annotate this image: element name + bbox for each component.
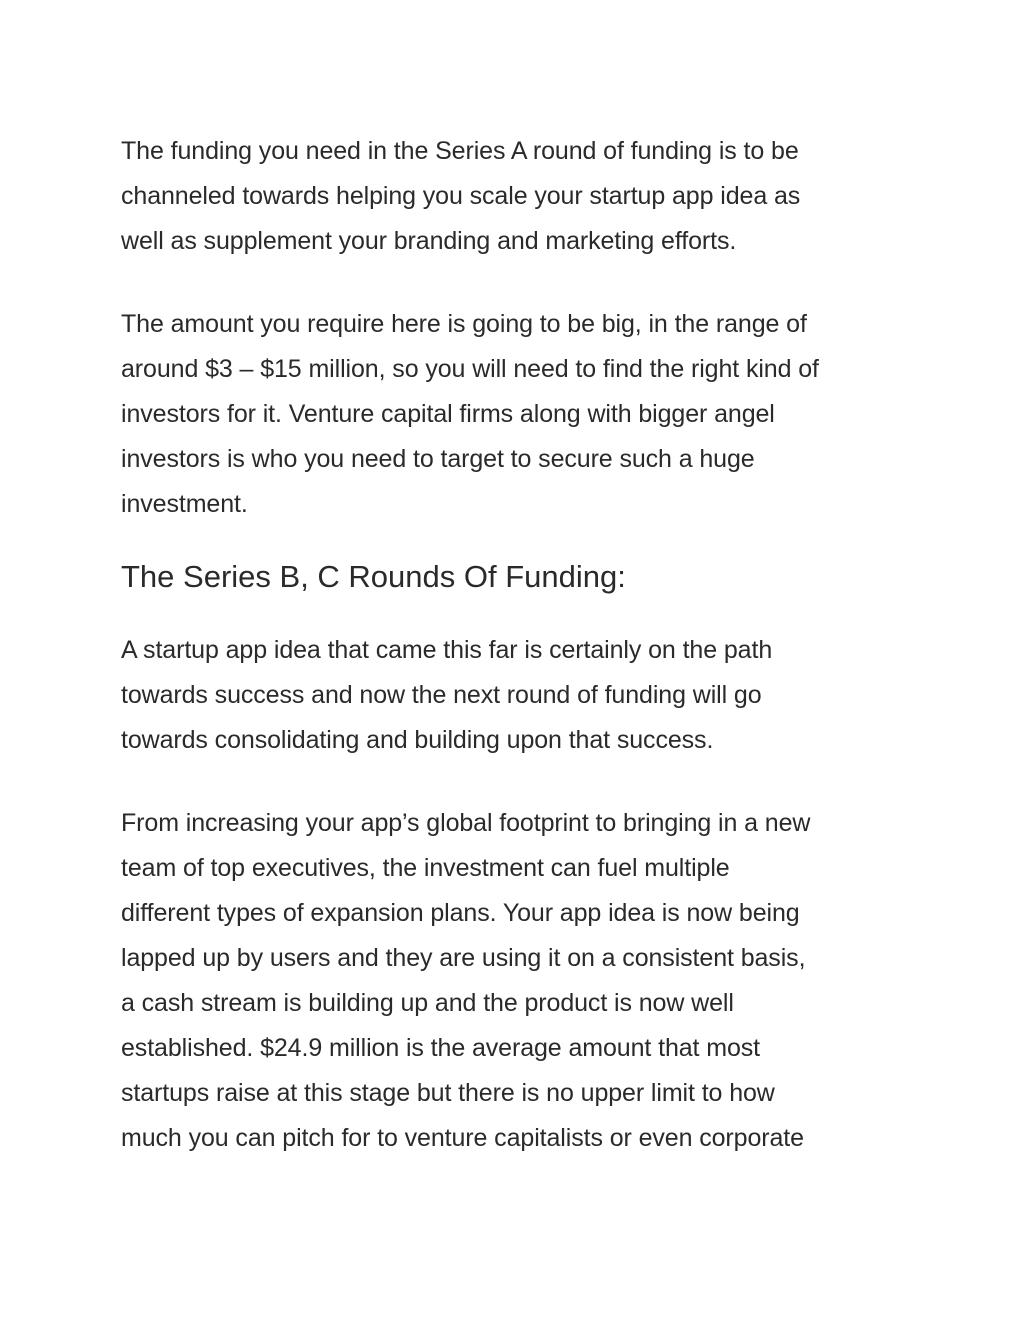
- text-line: team of top executives, the investment can fuel multiple: [121, 854, 730, 882]
- text-line: investors for it. Venture capital firms along with bigger angel: [121, 400, 775, 428]
- text-line: investment.: [121, 490, 248, 518]
- text-line: The funding you need in the Series A round of funding is to be: [121, 137, 799, 165]
- text-line: channeled towards helping you scale your startup app idea as: [121, 182, 801, 210]
- text-line: around $3 – $15 million, so you will need to find the right kind of: [121, 355, 819, 383]
- text-line: From increasing your app’s global footprint to bringing in a new: [121, 809, 811, 837]
- text-line: well as supplement your branding and marketing efforts.: [121, 227, 737, 255]
- text-line: established. $24.9 million is the average amount that most: [121, 1034, 761, 1062]
- text-line: A startup app idea that came this far is certainly on the path: [121, 636, 773, 664]
- text-line: different types of expansion plans. Your app idea is now being: [121, 899, 800, 927]
- text-line: startups raise at this stage but there is no upper limit to how: [121, 1079, 775, 1107]
- text-line: lapped up by users and they are using it on a consistent basis,: [121, 944, 806, 972]
- text-line: towards success and now the next round of funding will go: [121, 681, 762, 709]
- text-line: much you can pitch for to venture capitalists or even corporate: [121, 1124, 804, 1152]
- text-line: The amount you require here is going to be big, in the range of: [121, 310, 807, 338]
- text-line: towards consolidating and building upon that success.: [121, 726, 714, 754]
- text-line: a cash stream is building up and the product is now well: [121, 989, 734, 1017]
- section-heading: The Series B, C Rounds Of Funding:: [121, 559, 626, 594]
- text-line: investors is who you need to target to secure such a huge: [121, 445, 755, 473]
